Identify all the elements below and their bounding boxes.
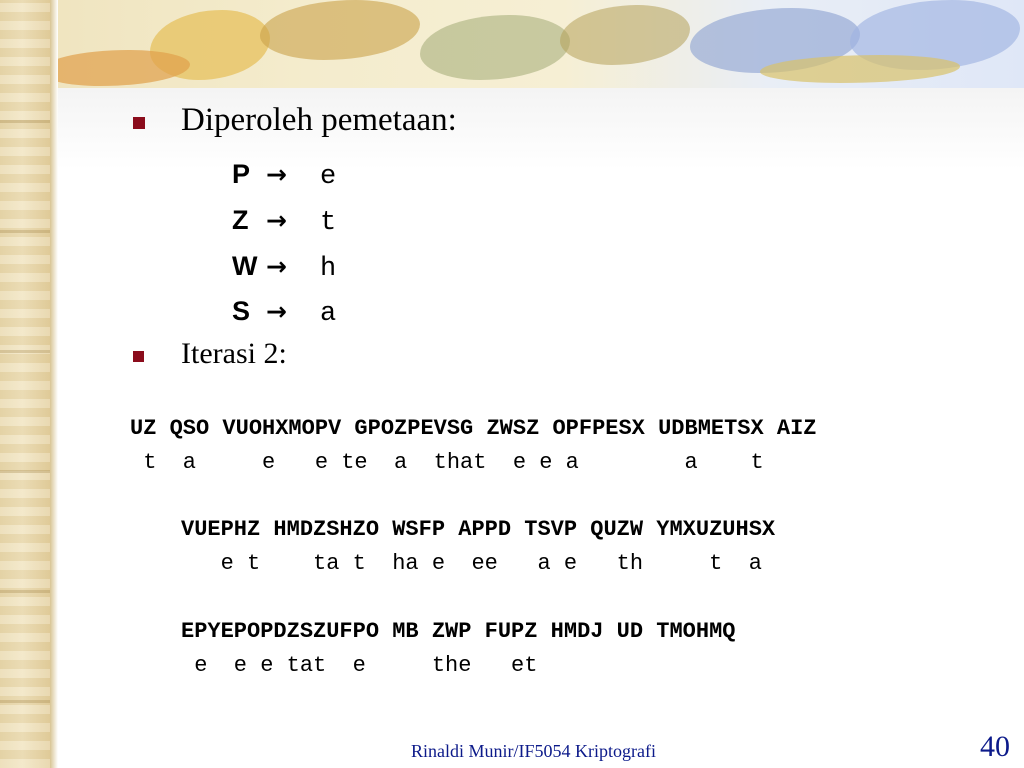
footer-author: Rinaldi Munir/IF5054 Kriptografi (411, 741, 656, 761)
mapping-plain-letter: e (320, 162, 337, 192)
strip-seam (50, 0, 58, 768)
left-decor-strip (0, 0, 50, 768)
plaintext-line-3: e e e tat e the et (181, 653, 538, 678)
decor-leaf-3 (420, 15, 570, 80)
bullet-marker-2 (133, 351, 144, 362)
decor-leaf-4 (560, 5, 690, 65)
right-arrow-icon: → (266, 297, 287, 326)
mapping-cipher-letter: S (232, 296, 251, 326)
mapping-plain-letter: t (320, 208, 337, 238)
bullet-text-iteration: Iterasi 2: (181, 337, 287, 370)
mapping-cipher-letter: W (232, 251, 258, 281)
mapping-row (232, 295, 336, 327)
mapping-cipher-letter: Z (232, 205, 249, 235)
mapping-row (232, 158, 336, 190)
mapping-plain-letter: h (320, 254, 337, 284)
bullet-marker-1 (133, 117, 145, 129)
plaintext-line-2: e t ta t ha e ee a e th t a (181, 551, 762, 576)
ciphertext-line-1: UZ QSO VUOHXMOPV GPOZPEVSG ZWSZ OPFPESX UDBMETSX AIZ (130, 416, 817, 441)
mapping-row (232, 250, 336, 282)
ciphertext-line-2: VUEPHZ HMDZSHZO WSFP APPD TSVP QUZW YMXUZUHSX (181, 517, 776, 542)
decor-leaf-7 (40, 50, 190, 86)
mapping-row (232, 204, 336, 236)
decor-leaf-2 (260, 0, 420, 60)
ciphertext-line-3: EPYEPOPDZSZUFPO MB ZWP FUPZ HMDJ UD TMOHMQ (181, 619, 736, 644)
plaintext-line-1: t a e e te a that e e a a t (130, 450, 764, 475)
header-banner (0, 0, 1024, 88)
mapping-cipher-letter: P (232, 159, 251, 189)
page-number: 40 (980, 730, 1010, 763)
right-arrow-icon: → (266, 160, 287, 189)
mapping-plain-letter: a (320, 299, 337, 329)
right-arrow-icon: → (266, 252, 287, 281)
right-arrow-icon: → (266, 206, 287, 235)
bullet-text-mapping: Diperoleh pemetaan: (181, 102, 457, 138)
